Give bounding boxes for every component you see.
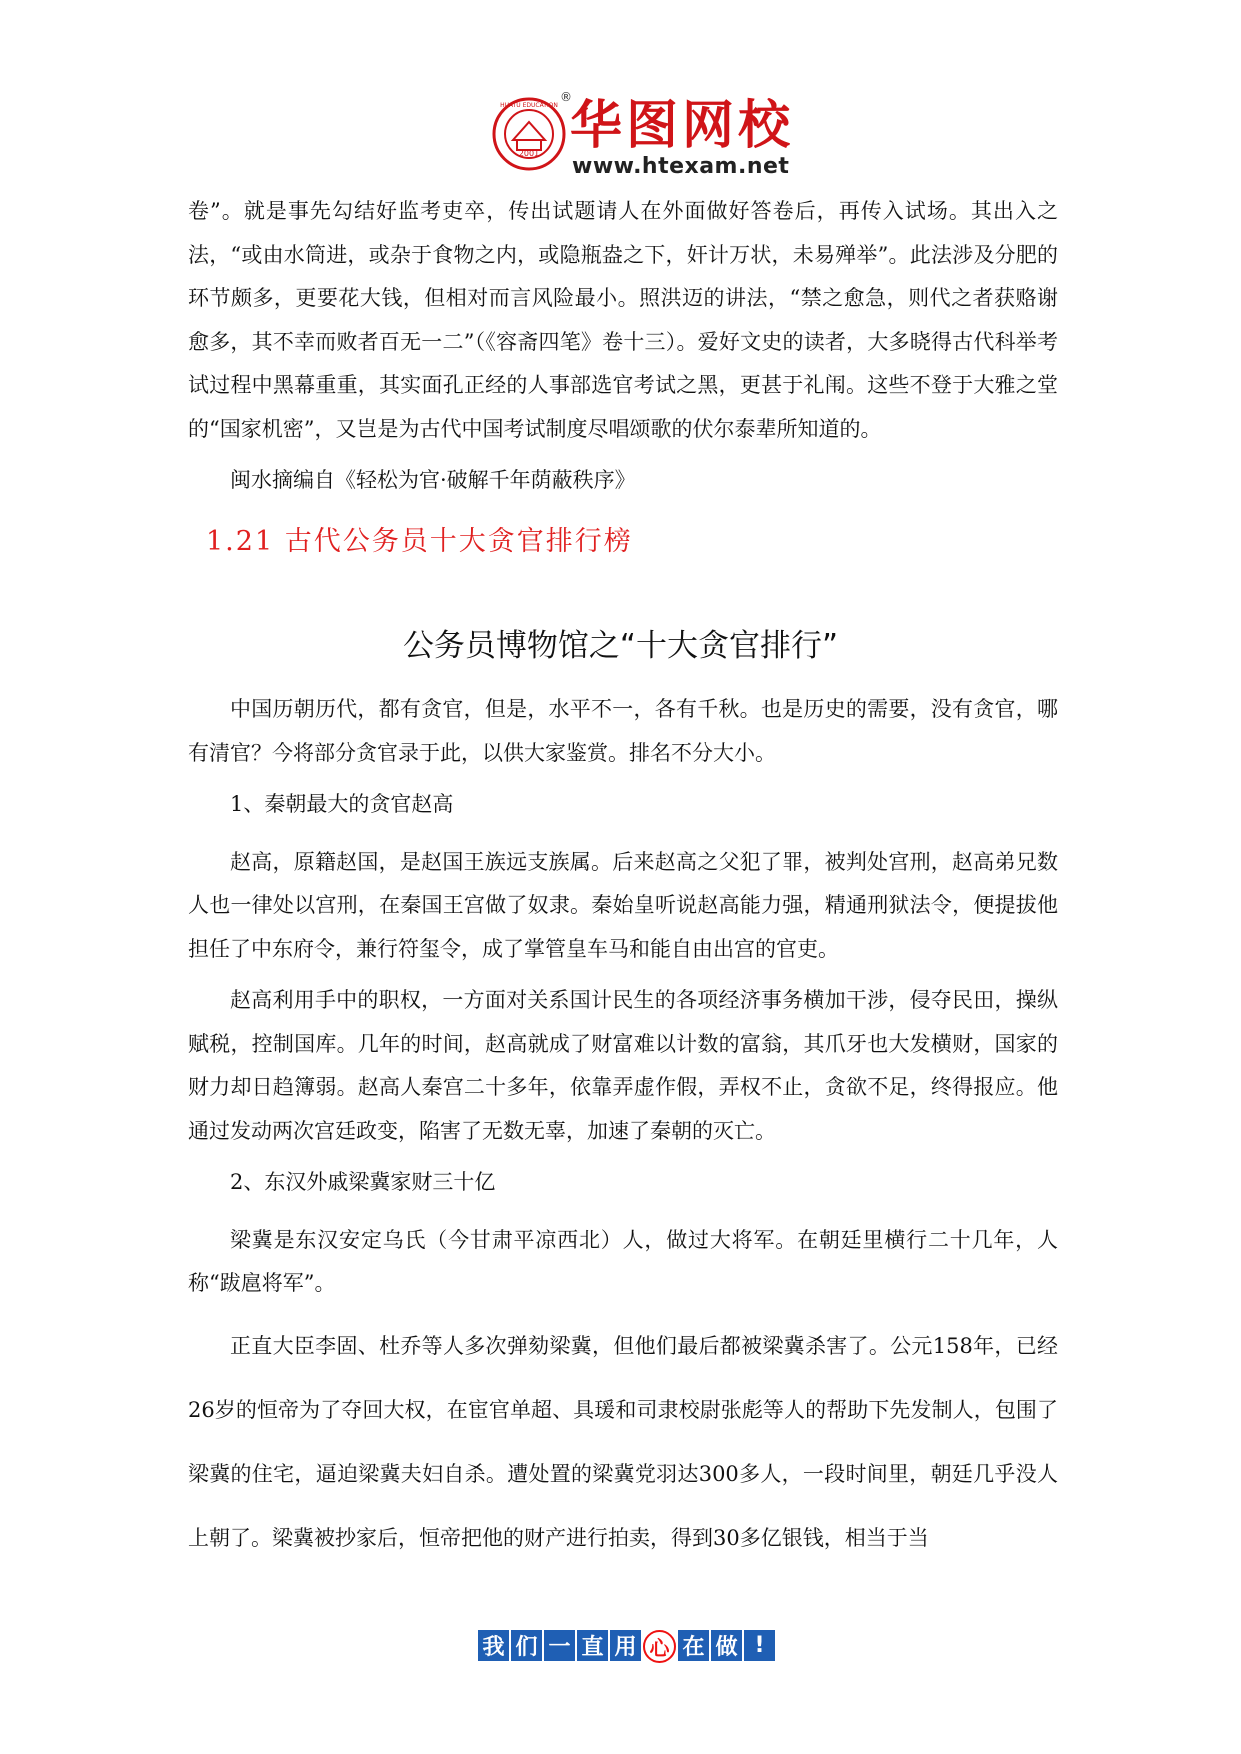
footer-slogan [478,1630,775,1666]
document-title: 公务员博物馆之“十大贪官排行” [402,628,839,664]
item1-heading: 1、秦朝最大的贪官赵高 [230,792,454,816]
slogan-char: 做 [711,1630,742,1661]
logo-url: www.htexam.net [572,154,790,179]
item2-paragraph1: 梁冀是东汉安定乌氏（今甘肃平凉西北）人，做过大将军。在朝廷里横行二十几年，人称“跋扈将军”。 [188,1227,1058,1295]
top-content [188,190,1058,503]
slogan-char: 在 [678,1630,709,1661]
section-heading: 1.21 古代公务员十大贪官排行榜 [206,526,633,557]
heart-icon: 心 [643,1630,676,1663]
slogan-char: 直 [577,1630,608,1661]
registered-mark: ® [560,90,572,104]
main-body [188,688,1058,1570]
item1-paragraph2: 赵高利用手中的职权，一方面对关系国计民生的各项经济事务横加干涉，侵夺民田，操纵赋税，控制国库。几年的时间，赵高就成了财富难以计数的富翁，其爪牙也大发横财，国家的财力却日趋簿弱。赵高人秦宫二十多年，依靠弄虚作假，弄权不止，贪欲不足，终得报应。他通过发动两次宫廷政变，陷害了无数无辜，加速了秦朝的灭亡。 [188,988,1058,1143]
slogan-char: 们 [511,1630,542,1661]
continued-paragraph: 卷”。就是事先勾结好监考吏卒，传出试题请人在外面做好答卷后，再传入试场。其出入之法，“或由水筒进，或杂于食物之内，或隐瓶盎之下，奸计万状，未易殚举”。此法涉及分肥的环节颇多，更要花大钱，但相对而言风险最小。照洪迈的讲法，“禁之愈急，则代之者获赂谢愈多，其不幸而败者百无一二”（《容斋四笔》卷十三）。爱好文史的读者，大多晓得古代科举考试过程中黑幕重重，其实面孔正经的人事部选官考试之黑，更甚于礼闱。这些不登于大雅之堂的“国家机密”，又岂是为古代中国考试制度尽唱颂歌的伏尔泰辈所知道的。 [188,199,1058,441]
slogan-char: 我 [478,1630,509,1661]
seal-year: 2001 [518,149,540,158]
item1-paragraph1: 赵高，原籍赵国，是赵国王族远支族属。后来赵高之父犯了罪，被判处宫刑，赵高弟兄数人也一律处以宫刑，在秦国王宫做了奴隶。秦始皇听说赵高能力强，精通刑狱法令，便提拔他担任了中东府令，兼行符玺令，成了掌管皇车马和能自由出宫的官吏。 [188,849,1058,961]
slogan-char: ! [744,1630,775,1661]
huatu-seal-logo [491,96,567,172]
logo-name: 华图网校 [570,96,795,156]
page-header [0,90,1241,186]
item2-heading: 2、东汉外戚梁冀家财三十亿 [230,1170,496,1194]
slogan-char: 一 [544,1630,575,1661]
intro-paragraph: 中国历朝历代，都有贪官，但是，水平不一，各有千秋。也是历史的需要，没有贪官，哪有清官？今将部分贪官录于此，以供大家鉴赏。排名不分大小。 [188,697,1058,765]
source-note: 闽水摘编自《轻松为官·破解千年荫蔽秩序》 [230,468,636,492]
seal-text: HUATU EDUCATION [500,102,558,109]
slogan-char: 用 [610,1630,641,1661]
item2-paragraph2: 正直大臣李固、杜乔等人多次弹劾梁冀，但他们最后都被梁冀杀害了。公元158年，已经26岁的恒帝为了夺回大权，在宦官单超、具瑗和司隶校尉张彪等人的帮助下先发制人，包围了梁冀的住宅，逼迫梁冀夫妇自杀。遭处置的梁冀党羽达300多人，一段时间里，朝廷几乎没人上朝了。梁冀被抄家后，恒帝把他的财产进行拍卖，得到30多亿银钱，相当于当 [188,1333,1058,1550]
